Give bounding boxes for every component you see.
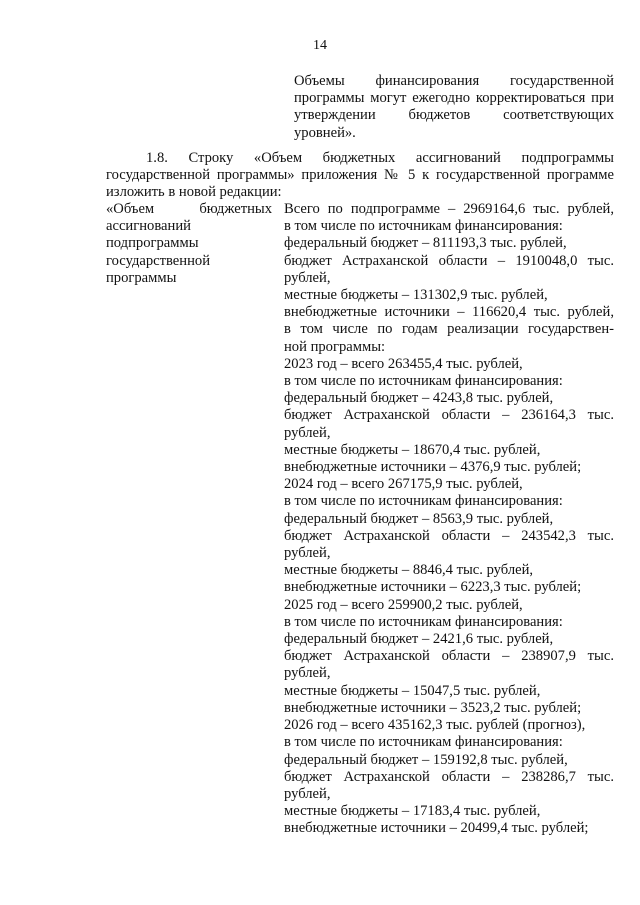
funding-line: в том числе по годам реализации государствен- [284,321,614,338]
funding-line: местные бюджеты – 8846,4 тыс. рублей, [284,562,534,579]
funding-line: в том числе по источникам финансирования: [284,493,563,510]
funding-line: рублей, [284,269,331,286]
funding-line: местные бюджеты – 17183,4 тыс. рублей, [284,803,541,820]
funding-line: в том числе по источникам финансирования: [284,734,563,751]
funding-line: бюджет Астраханской области – 238286,7 тыс. [284,768,614,785]
section-paragraph: 1.8. Строку «Объем бюджетных ассигнований подпрограммы государственной программы» приложения № 5 к государственной программе изложить в новой редакции: [106,150,614,201]
funding-line: 2024 год – всего 267175,9 тыс. рублей, [284,476,523,493]
funding-line: бюджет Астраханской области – 236164,3 тыс. [284,407,614,424]
funding-line: в том числе по источникам финансирования: [284,218,563,235]
funding-line: федеральный бюджет – 4243,8 тыс. рублей, [284,390,554,407]
funding-line: внебюджетные источники – 20499,4 тыс. рублей; [284,820,589,837]
funding-line: рублей, [284,665,331,682]
funding-line: 2026 год – всего 435162,3 тыс. рублей (прогноз), [284,717,586,734]
intro-block [294,73,614,142]
funding-line: федеральный бюджет – 159192,8 тыс. рублей, [284,751,568,768]
funding-line: рублей, [284,785,331,802]
table-right-cell [284,201,614,838]
funding-line: внебюджетные источники – 6223,3 тыс. рублей; [284,579,582,596]
page-number: 14 [313,38,327,53]
table-left-cell: «Объем бюджетных ассигнований подпрограммы государственной программы [106,201,272,286]
funding-line: бюджет Астраханской области – 238907,9 тыс. [284,648,614,665]
funding-line: 2025 год – всего 259900,2 тыс. рублей, [284,596,523,613]
funding-line: федеральный бюджет – 811193,3 тыс. рублей, [284,235,567,252]
funding-line: в том числе по источникам финансирования: [284,613,563,630]
funding-line: в том числе по источникам финансирования: [284,373,563,390]
funding-line: внебюджетные источники – 116620,4 тыс. рублей, [284,304,614,321]
funding-line: 2023 год – всего 263455,4 тыс. рублей, [284,355,523,372]
funding-line: федеральный бюджет – 2421,6 тыс. рублей, [284,631,554,648]
funding-line: местные бюджеты – 131302,9 тыс. рублей, [284,287,548,304]
funding-line: ной программы: [284,338,386,355]
funding-line: внебюджетные источники – 3523,2 тыс. рублей; [284,699,582,716]
funding-line: внебюджетные источники – 4376,9 тыс. рублей; [284,459,582,476]
funding-line: бюджет Астраханской области – 243542,3 тыс. [284,527,614,544]
funding-line: рублей, [284,424,331,441]
funding-line: рублей, [284,545,331,562]
funding-line: федеральный бюджет – 8563,9 тыс. рублей, [284,510,554,527]
funding-line: Всего по подпрограмме – 2969164,6 тыс. рублей, [284,201,614,217]
intro-paragraph: Объемы финансирования государственной программы могут ежегодно корректироваться при утверждении бюджетов соответствующих уровней». [294,73,614,141]
funding-line: местные бюджеты – 18670,4 тыс. рублей, [284,441,541,458]
funding-line: местные бюджеты – 15047,5 тыс. рублей, [284,682,541,699]
funding-line: бюджет Астраханской области – 1910048,0 тыс. [284,252,614,269]
